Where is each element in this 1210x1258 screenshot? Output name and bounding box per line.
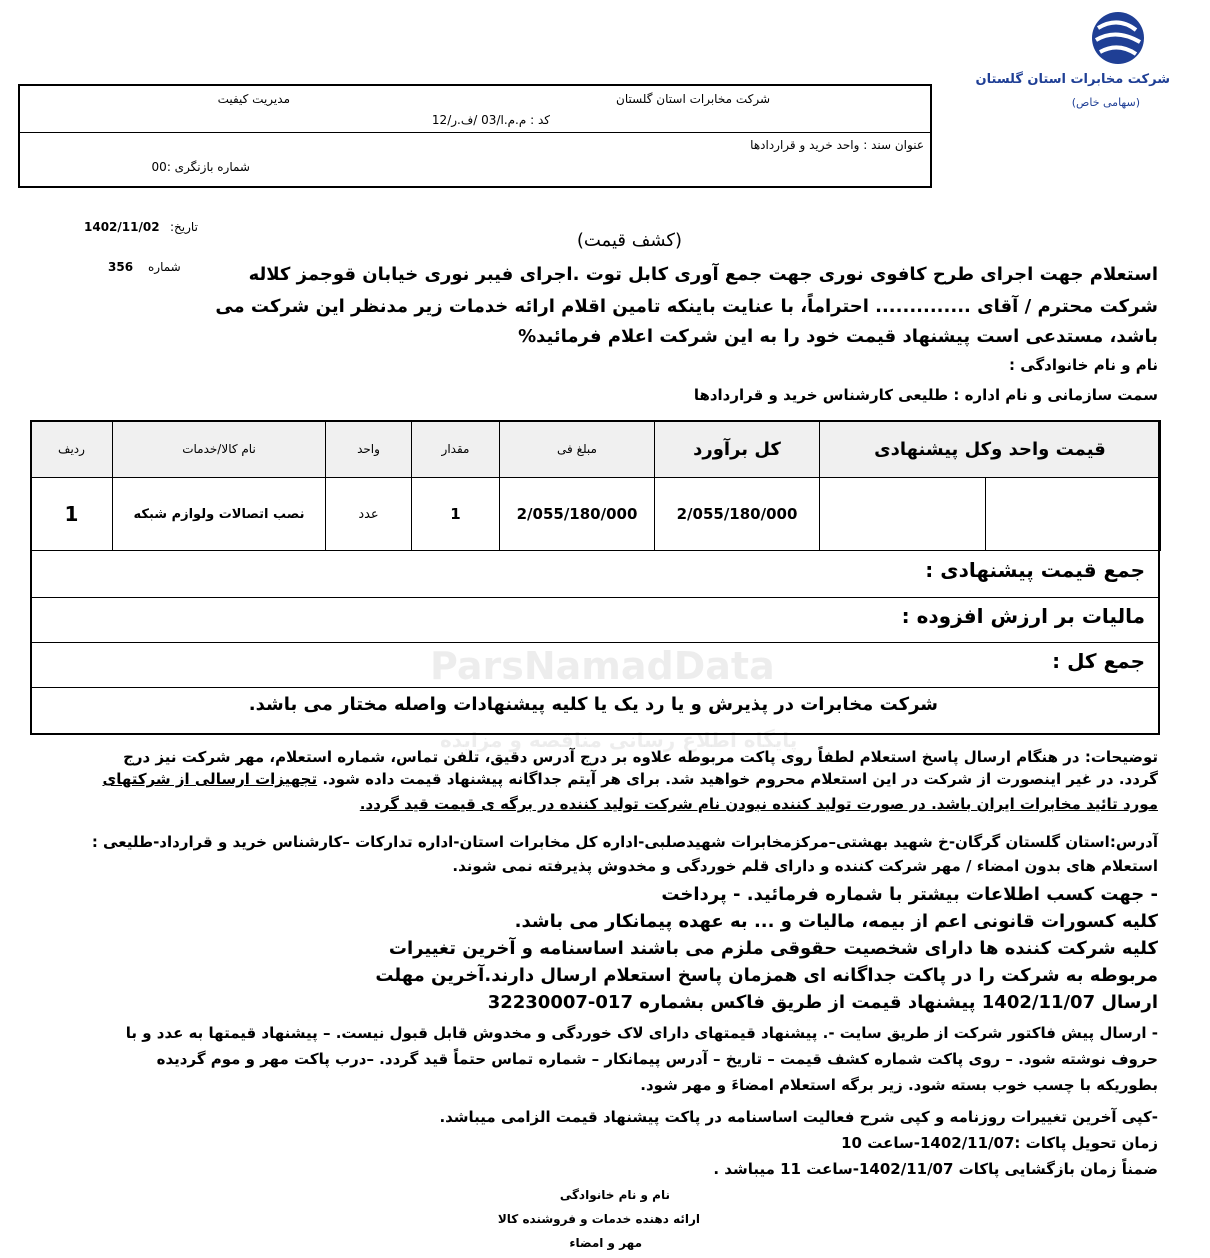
sum-label: جمع قیمت پیشنهادی : [925,558,1145,582]
note-1: توضیحات: در هنگام ارسال پاسخ استعلام لطفاً روی پاکت مربوطه علاوه بر درج آدرس دقیق، تلفن تماس، شماره استعلام، مهر شرکت نیز درج [123,748,1158,766]
total-label: جمع کل : [1052,649,1145,673]
note-b2: حروف نوشته شود. – روی پاکت شماره کشف قیمت – تاریخ – آدرس پیمانکار – شماره تماس حتماً قید گردد. –درب پاکت مهر و موم گردیده [156,1050,1158,1068]
note-b3: بطوریکه با چسب خوب بسته شود. زیر برگه استعلام امضاءَ و مهر شود. [640,1076,1158,1094]
address-1: آدرس:استان گلستان گرگان-خ شهید بهشتی–مرکزمخابرات شهیدصلبی-اداره کل مخابرات استان-اداره تدارکات –کارشناس خرید و قرارداد-طلیعی : [91,833,1158,851]
name-label: نام و نام خانوادگی : [1009,356,1158,374]
signature-stamp: مهر و امضاء [569,1236,642,1250]
logo-company-type: (سهامی خاص) [1071,96,1140,109]
doc-date-label: تاریخ: [170,220,198,234]
cell-row: 1 [31,478,113,551]
cell-qty: 1 [412,478,500,551]
note-2b: تجهیزات ارسالی از شرکتهای [102,770,318,788]
vat-label: مالیات بر ارزش افزوده : [901,604,1145,628]
signature-role: ارائه دهنده خدمات و فروشنده کالا [497,1212,700,1226]
cell-unit-price: 2/055/180/000 [500,478,655,551]
doc-salutation: شرکت محترم / آقای .............. احتراماً، با عنایت باینکه تامین اقلام ارائه خدمات زیر مدنظر این شرکت می [215,296,1158,317]
watermark-tagline: پایگاه اطلاع رسانی مناقصه و مزایده [440,728,798,752]
doc-number: 356 [108,260,134,274]
note-b1: - ارسال پیش فاکتور شرکت از طریق سایت -. پیشنهاد قیمتهای دارای لاک خوردگی و مخدوش قابل قبول نیست. – پیشنهاد قیمتها به عدد و با [125,1024,1158,1042]
header-doc-title: عنوان سند : واحد خرید و قراردادها [750,138,924,152]
th-total-estimate: کل برآورد [655,421,820,478]
rights-note: شرکت مخابرات در پذیرش و یا رد یک یا کلیه پیشنهادات واصله مختار می باشد. [248,694,938,715]
cell-unit: عدد [326,478,412,551]
address-2: استعلام های بدون امضاء / مهر شرکت کننده و دارای قلم خوردگی و مخدوش پذیرفته نمی شوند. [452,857,1158,875]
logo-company-name: شرکت مخابرات استان گلستان [975,72,1170,87]
header-code: کد : م.م.ا/03 /ف.ر/12 [431,113,550,127]
document-header [18,84,932,188]
signature-name: نام و نام خانوادگی [559,1188,670,1202]
note-wide-2: کلیه کسورات قانونی اعم از بیمه، مالیات و ... به عهده پیمانکار می باشد. [514,911,1158,932]
th-unit: واحد [326,421,412,478]
note-b4: -کپی آخرین تغییرات روزنامه و کپی شرح فعالیت اساسنامه در پاکت پیشنهاد قیمت الزامی میباشد. [439,1108,1158,1126]
cell-total-estimate: 2/055/180/000 [655,478,820,551]
th-item: نام کالا/خدمات [113,421,326,478]
position-line: سمت سازمانی و نام اداره : طلیعی کارشناس خرید و قراردادها [693,386,1158,404]
doc-number-label: شماره [148,260,181,274]
note-wide-5: ارسال 1402/11/07 پیشنهاد قیمت از طریق فاکس بشماره 017-32230007 [487,992,1158,1013]
th-qty: مقدار [412,421,500,478]
note-b6: ضمناً زمان بازگشایی پاکات 1402/11/07-ساعت 11 میباشد . [713,1160,1158,1178]
doc-title: (کشف قیمت) [576,230,682,251]
doc-subject: استعلام جهت اجرای طرح کافوی نوری جهت جمع آوری کابل توت .اجرای فیبر نوری خیابان قوجمز کلاله [248,264,1158,285]
note-2a: گردد. در غیر اینصورت از شرکت در این استعلام محروم خواهید شد. برای هر آیتم جداگانه پیشنهاد قیمت داده شود. [322,770,1158,788]
doc-date: 1402/11/02 [84,220,160,234]
note-b5: زمان تحویل پاکات :1402/11/07-ساعت 10 [841,1134,1158,1152]
header-company: شرکت مخابرات استان گلستان [616,92,770,106]
th-unit-price: مبلغ فی [500,421,655,478]
header-department: مدیریت کیفیت [217,92,290,106]
doc-request: باشد، مستدعی است پیشنهاد قیمت خود را به این شرکت اعلام فرمائید% [518,326,1158,347]
th-row: ردیف [31,421,113,478]
note-3: مورد تائید مخابرات ایران باشد. در صورت تولید کننده نبودن نام شرکت تولید کننده در برگه ی قیمت قید گردد. [359,795,1158,813]
company-logo [975,8,1170,118]
note-wide-3: کلیه شرکت کننده ها دارای شخصیت حقوقی ملزم می باشند اساسنامه و آخرین تغییرات [388,938,1158,959]
note-wide-4: مربوطه به شرکت را در پاکت جداگانه ای همزمان پاسخ استعلام ارسال دارند.آخرین مهلت [375,965,1158,986]
header-revision: شماره بازنگری :00 [151,160,250,174]
note-wide-1: - جهت کسب اطلاعات بیشتر با شماره فرمائید. - پرداخت [661,884,1158,905]
telecom-logo-icon [1070,8,1170,70]
note-2 [102,770,1158,788]
th-proposed: قیمت واحد وکل پیشنهادی [820,421,1161,478]
watermark-brand: ParsNamadData [430,644,775,688]
cell-item: نصب اتصالات ولوازم شبکه [113,478,326,551]
